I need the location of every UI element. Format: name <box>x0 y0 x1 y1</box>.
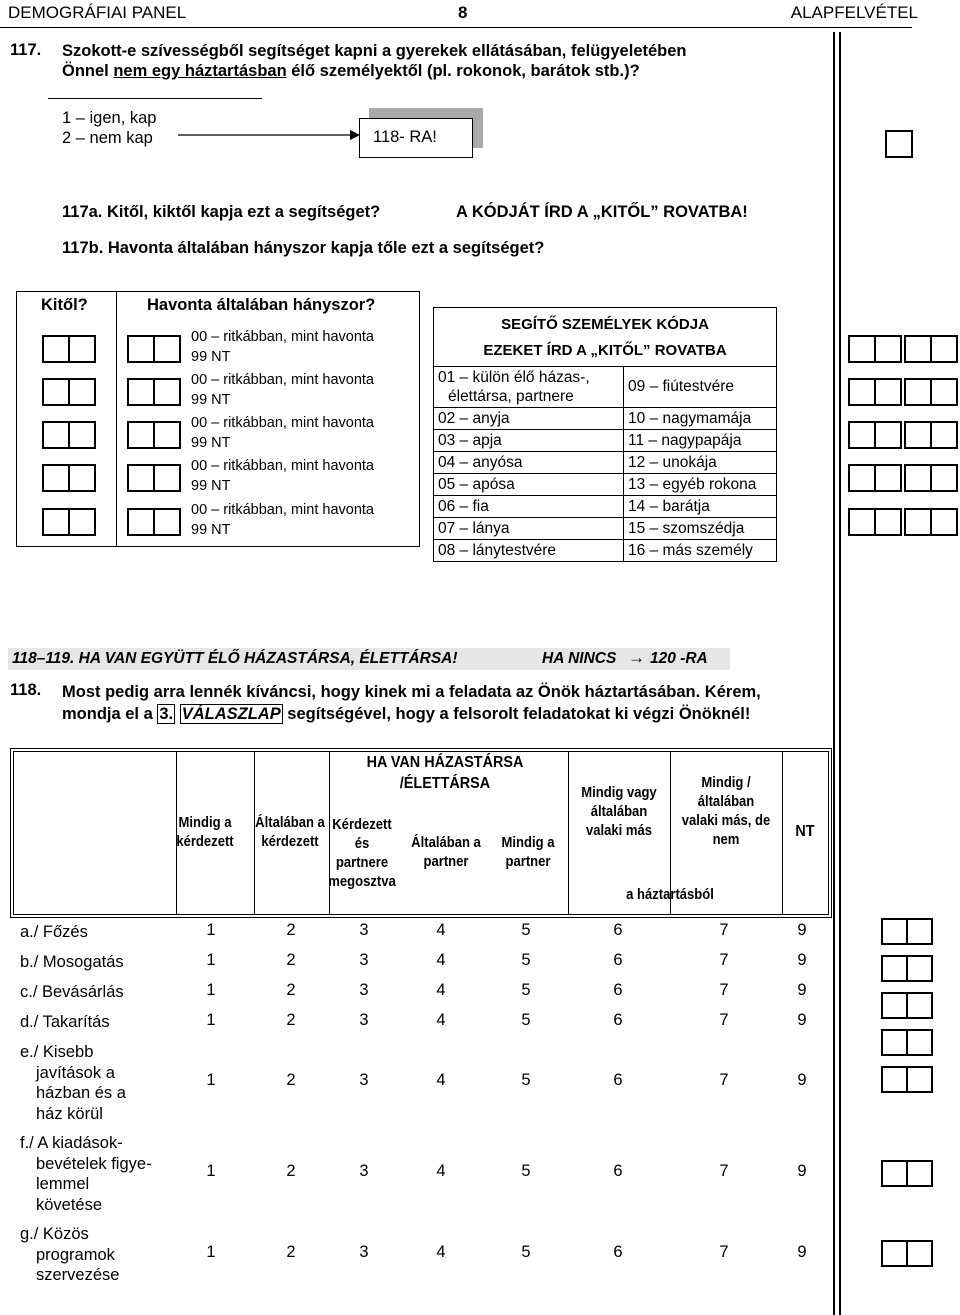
q118-number: 118. <box>10 681 42 699</box>
h2: kérdezett <box>176 834 234 850</box>
task-label <box>20 1224 119 1286</box>
answer-code[interactable]: 5 <box>521 1162 531 1180</box>
answer-code[interactable]: 7 <box>719 1011 729 1029</box>
answer-code[interactable]: 1 <box>206 981 216 999</box>
margin-line <box>833 32 835 1315</box>
answer-code[interactable]: 2 <box>286 1243 296 1261</box>
kitol-code-box[interactable] <box>42 508 96 536</box>
q117-line2-underlined: nem egy háztartásban <box>113 62 287 80</box>
h4: megosztva <box>328 874 396 890</box>
q117-line1: Szokott-e szívességből segítséget kapni a gyerekek ellátásában, felügyeletében <box>62 42 687 60</box>
freq-line2: 99 NT <box>191 349 231 365</box>
answer-code[interactable]: 6 <box>613 1243 623 1261</box>
h1: Mindig / <box>701 775 751 791</box>
freq-option <box>191 327 374 367</box>
answer-code[interactable]: 2 <box>286 951 296 969</box>
task-label <box>20 1012 110 1033</box>
col-header-group <box>342 752 549 794</box>
col-header-4 <box>409 834 483 872</box>
answer-code[interactable]: 1 <box>206 1011 216 1029</box>
code-right: 13 – egyéb rokona <box>628 476 757 493</box>
valaszlap-number: 3. <box>159 705 174 723</box>
h3: valaki más, de <box>681 813 771 829</box>
task-label <box>20 1042 126 1124</box>
code-right: 12 – unokája <box>628 454 717 471</box>
task-line: f./ A kiadások- <box>20 1134 123 1152</box>
codes-title1: SEGÍTŐ SZEMÉLYEK KÓDJA <box>501 316 709 333</box>
h2: partner <box>423 854 469 870</box>
q117a-label: 117a. Kitől, kiktől kapja ezt a segítséget? <box>62 203 381 221</box>
answer-code[interactable]: 5 <box>521 981 531 999</box>
answer-code[interactable]: 5 <box>521 921 531 939</box>
code-left: 02 – anyja <box>434 408 624 429</box>
answer-code[interactable]: 4 <box>436 1162 446 1180</box>
code-left: 07 – lánya <box>434 518 624 539</box>
valaszlap-label: VÁLASZLAP <box>181 705 281 723</box>
task-label <box>20 922 88 943</box>
code-row <box>434 517 776 539</box>
q117a-instruction: A KÓDJÁT ÍRD A „KITŐL” ROVATBA! <box>456 203 748 221</box>
answer-code[interactable]: 9 <box>797 1071 807 1089</box>
answer-code[interactable]: 4 <box>436 921 446 939</box>
task-line: c./ Bevásárlás <box>20 983 124 1001</box>
h4: nem <box>712 832 740 848</box>
q117-line2-post: élő személyektől (pl. rokonok, barátok stb.)? <box>286 62 640 80</box>
q118-answer-box[interactable] <box>881 992 933 1019</box>
answer-code[interactable]: 4 <box>436 981 446 999</box>
arrow-right-icon: → <box>628 648 645 667</box>
code-right: 10 – nagymamája <box>628 410 752 427</box>
code-row <box>434 473 776 495</box>
code-left: 03 – apja <box>434 430 624 451</box>
kitol-code-box[interactable] <box>42 335 96 363</box>
answer-code[interactable]: 1 <box>206 951 216 969</box>
task-line: szervezése <box>36 1266 120 1284</box>
task-line: programok <box>36 1245 115 1264</box>
answer-code[interactable]: 6 <box>613 921 623 939</box>
margin-havonta-box[interactable] <box>904 421 958 449</box>
answer-code[interactable]: 3 <box>359 1011 369 1029</box>
answer-code[interactable]: 5 <box>521 951 531 969</box>
freq-option <box>191 413 374 453</box>
col-havonta-header: Havonta általában hányszor? <box>147 296 376 314</box>
h2: kérdezett <box>261 834 319 850</box>
h3: partnere <box>335 855 389 871</box>
answer-code[interactable]: 7 <box>719 1162 729 1180</box>
col-header-7 <box>679 774 773 850</box>
answer-code[interactable]: 9 <box>797 951 807 969</box>
code-left: 05 – apósa <box>434 474 624 495</box>
q117-text <box>62 41 687 81</box>
col-header-5 <box>497 834 558 872</box>
task-line: házban és a <box>36 1084 126 1102</box>
filter-text: 118–119. HA VAN EGYÜTT ÉLŐ HÁZASTÁRSA, ÉLETTÁRSA! <box>12 650 458 667</box>
margin-kitol-box[interactable] <box>848 421 902 449</box>
answer-code[interactable]: 1 <box>206 1071 216 1089</box>
answer-code[interactable]: 1 <box>206 921 216 939</box>
code-left: 04 – anyósa <box>434 452 624 473</box>
h2: általában <box>590 804 648 820</box>
freq-line2: 99 NT <box>191 478 231 494</box>
task-line: g./ Közös <box>20 1225 89 1243</box>
freq-line1: 00 – ritkábban, mint havonta <box>191 415 374 431</box>
code-row <box>434 451 776 473</box>
answer-code[interactable]: 2 <box>286 981 296 999</box>
answer-code[interactable]: 3 <box>359 1162 369 1180</box>
h1: Általában a <box>411 835 481 851</box>
freq-option <box>191 456 374 496</box>
group-title2: /ÉLETTÁRSA <box>399 775 491 792</box>
answer-code[interactable]: 4 <box>436 1071 446 1089</box>
answer-code[interactable]: 3 <box>359 951 369 969</box>
margin-havonta-box[interactable] <box>904 464 958 492</box>
q117-number: 117. <box>10 41 42 59</box>
task-line: e./ Kisebb <box>20 1043 94 1061</box>
h2: általában <box>697 794 755 810</box>
freq-option <box>191 500 374 540</box>
havonta-code-box[interactable] <box>127 464 181 492</box>
helper-table-divider <box>116 292 117 546</box>
margin-havonta-box[interactable] <box>904 335 958 363</box>
freq-line1: 00 – ritkábban, mint havonta <box>191 372 374 388</box>
margin-kitol-box[interactable] <box>848 335 902 363</box>
task-label <box>20 982 124 1003</box>
answer-code[interactable]: 7 <box>719 981 729 999</box>
margin-kitol-box[interactable] <box>848 464 902 492</box>
answer-code[interactable]: 5 <box>521 1071 531 1089</box>
q118-answer-box[interactable] <box>881 1029 933 1056</box>
col-header-2 <box>253 814 327 852</box>
answer-rule <box>48 98 262 99</box>
q118-answer-box[interactable] <box>881 955 933 982</box>
havonta-code-box[interactable] <box>127 335 181 363</box>
answer-code[interactable]: 5 <box>521 1011 531 1029</box>
skip-arrow-icon <box>178 127 362 143</box>
freq-line2: 99 NT <box>191 392 231 408</box>
q118-answer-box[interactable] <box>881 1066 933 1093</box>
col-header-1 <box>174 814 237 852</box>
task-label <box>20 1133 152 1215</box>
freq-line1: 00 – ritkábban, mint havonta <box>191 458 374 474</box>
havonta-code-box[interactable] <box>127 421 181 449</box>
h1: Kérdezett <box>332 817 392 833</box>
answer-code[interactable]: 7 <box>719 1071 729 1089</box>
group-title1: HA VAN HÁZASTÁRSA <box>366 754 524 771</box>
freq-line1: 00 – ritkábban, mint havonta <box>191 502 374 518</box>
q117-line2-pre: Önnel <box>62 62 114 80</box>
havonta-code-box[interactable] <box>127 508 181 536</box>
answer-code[interactable]: 7 <box>719 921 729 939</box>
col-header-8 <box>785 822 825 841</box>
q118-line1: Most pedig arra lennék kíváncsi, hogy kinek mi a feladata az Önök háztartásában. Kérem, <box>62 683 761 701</box>
answer-code[interactable]: 2 <box>286 1162 296 1180</box>
h1: Általában a <box>255 815 325 831</box>
skip-box <box>359 118 473 158</box>
kitol-code-box[interactable] <box>42 421 96 449</box>
task-line: bevételek figye- <box>36 1154 152 1173</box>
answer-code[interactable]: 7 <box>719 1243 729 1261</box>
havonta-code-box[interactable] <box>127 378 181 406</box>
answer-code[interactable]: 6 <box>613 1071 623 1089</box>
q118-answer-box[interactable] <box>881 1240 933 1267</box>
q118-answer-box[interactable] <box>881 1160 933 1187</box>
code-right: 09 – fiútestvére <box>628 378 734 395</box>
code-left: 01 – külön élő házas-, <box>438 369 590 386</box>
code-right: 15 – szomszédja <box>628 520 745 537</box>
header-rule <box>0 27 912 28</box>
answer-code[interactable]: 9 <box>797 921 807 939</box>
margin-kitol-box[interactable] <box>848 508 902 536</box>
h1: Mindig a <box>178 815 232 831</box>
col-header-3 <box>326 816 398 892</box>
code-row <box>434 495 776 517</box>
freq-line2: 99 NT <box>191 522 231 538</box>
margin-line-2 <box>839 32 841 1315</box>
answer-code[interactable]: 4 <box>436 951 446 969</box>
codes-title <box>434 308 776 366</box>
margin-kitol-box[interactable] <box>848 378 902 406</box>
answer-code[interactable]: 6 <box>613 1162 623 1180</box>
task-label <box>20 952 124 973</box>
answer-code[interactable]: 9 <box>797 1011 807 1029</box>
answer-code[interactable]: 1 <box>206 1243 216 1261</box>
answer-code[interactable]: 3 <box>359 1243 369 1261</box>
freq-line2: 99 NT <box>191 435 231 451</box>
task-line: b./ Mosogatás <box>20 953 124 971</box>
h2: partner <box>505 854 551 870</box>
helper-codes-table <box>433 307 777 562</box>
page-number: 8 <box>458 3 468 22</box>
option-nem: 2 – nem kap <box>62 129 153 147</box>
col-header-6 <box>575 784 663 841</box>
answer-code[interactable]: 6 <box>613 951 623 969</box>
h1: Mindig vagy <box>581 785 657 801</box>
code-right: 14 – barátja <box>628 498 710 515</box>
answer-code[interactable]: 2 <box>286 1071 296 1089</box>
q117-options <box>62 108 157 148</box>
answer-code[interactable]: 3 <box>359 981 369 999</box>
q118-answer-box[interactable] <box>881 918 933 945</box>
q118-post: segítségével, hogy a felsorolt feladatokat ki végzi Önöknél! <box>282 705 751 723</box>
task-line: ház körül <box>36 1104 103 1123</box>
q118-text <box>62 681 761 725</box>
answer-code[interactable]: 9 <box>797 1243 807 1261</box>
h3: valaki más <box>585 823 653 839</box>
answer-code[interactable]: 4 <box>436 1011 446 1029</box>
answer-code[interactable]: 9 <box>797 1162 807 1180</box>
skip-label: 118- RA! <box>373 128 437 146</box>
answer-code[interactable]: 6 <box>613 981 623 999</box>
col-divider <box>782 752 783 914</box>
h1: NT <box>795 823 815 840</box>
margin-havonta-box[interactable] <box>904 508 958 536</box>
col-divider <box>568 752 569 914</box>
option-igen: 1 – igen, kap <box>62 109 157 127</box>
col-kitol-header: Kitől? <box>41 296 88 314</box>
bottom-header: a háztartásból <box>626 887 714 903</box>
header-left: DEMOGRÁFIAI PANEL <box>8 3 187 22</box>
code-row <box>434 407 776 429</box>
q118-pre: mondja el a <box>62 705 158 723</box>
code-left: 06 – fia <box>434 496 624 517</box>
code-left: 08 – lánytestvére <box>434 540 624 561</box>
header-right: ALAPFELVÉTEL <box>790 3 918 22</box>
filter-text3: 120 -RA <box>650 650 708 667</box>
filter-text2: HA NINCS <box>542 650 617 667</box>
answer-code[interactable]: 5 <box>521 1243 531 1261</box>
answer-code[interactable]: 1 <box>206 1162 216 1180</box>
q117b-label: 117b. Havonta általában hányszor kapja tőle ezt a segítséget? <box>62 239 545 257</box>
q117-line2 <box>62 61 687 81</box>
h2: és <box>354 836 370 852</box>
margin-havonta-box[interactable] <box>904 378 958 406</box>
answer-code[interactable]: 9 <box>797 981 807 999</box>
answer-code[interactable]: 2 <box>286 921 296 939</box>
task-line: követése <box>36 1195 103 1214</box>
answer-code[interactable]: 7 <box>719 951 729 969</box>
code-right: 16 – más személy <box>628 542 753 559</box>
task-line: d./ Takarítás <box>20 1013 110 1031</box>
code-row <box>434 366 776 407</box>
task-line: a./ Főzés <box>20 923 88 941</box>
answer-code[interactable]: 3 <box>359 1071 369 1089</box>
code-row <box>434 539 776 561</box>
answer-code[interactable]: 3 <box>359 921 369 939</box>
freq-line1: 00 – ritkábban, mint havonta <box>191 329 374 345</box>
answer-code[interactable]: 6 <box>613 1011 623 1029</box>
code-row <box>434 429 776 451</box>
kitol-code-box[interactable] <box>42 464 96 492</box>
code-right: 11 – nagypapája <box>628 432 742 449</box>
q117-answer-box[interactable] <box>885 130 913 158</box>
task-line: javítások a <box>36 1063 115 1082</box>
answer-code[interactable]: 2 <box>286 1011 296 1029</box>
task-line: lemmel <box>36 1175 90 1193</box>
answer-code[interactable]: 4 <box>436 1243 446 1261</box>
freq-option <box>191 370 374 410</box>
h1: Mindig a <box>501 835 555 851</box>
q118-line2 <box>62 703 761 725</box>
code-left-cont: élettársa, partnere <box>448 388 574 405</box>
kitol-code-box[interactable] <box>42 378 96 406</box>
codes-title2: EZEKET ÍRD A „KITŐL” ROVATBA <box>483 342 727 359</box>
